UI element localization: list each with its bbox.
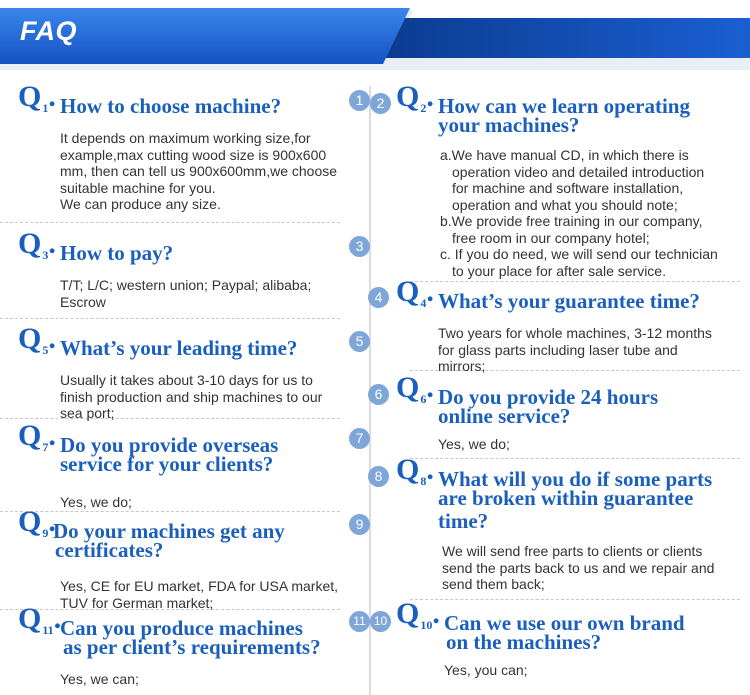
answer-text: Yes, we do; xyxy=(438,436,510,452)
question-number: $Q_5$. xyxy=(18,322,56,357)
faq-item-q9: $Q_9$. Do your machines get any certificates? Yes, CE for EU market, FDA for USA market, TUV for German market; xyxy=(18,514,363,611)
faq-item-q8: $Q_8$. What will you do if some parts are broken within guarantee time? We will send free parts to clients or clients send the parts back to us and we repair and send them back; xyxy=(396,462,746,593)
number-circle-7: 7 xyxy=(349,428,370,449)
faq-item-q4 xyxy=(396,275,746,375)
number-circle-8: 8 xyxy=(368,466,389,487)
answer-text: Yes, you can; xyxy=(444,662,528,678)
number-circle-6: 6 xyxy=(368,384,389,405)
question-title: Do you provide overseas xyxy=(60,433,279,457)
question-number: $Q_{11}$. xyxy=(18,602,62,637)
separator xyxy=(410,281,740,282)
question-title: What’s your guarantee time? xyxy=(438,289,700,313)
question-number: $Q_6$. xyxy=(396,371,434,406)
number-circle-9: 9 xyxy=(349,514,370,535)
answer-text: Yes, we do; xyxy=(60,494,132,510)
separator xyxy=(0,222,340,223)
number-circle-3: 3 xyxy=(349,236,370,257)
question-title: How to pay? xyxy=(60,241,174,265)
separator xyxy=(410,599,740,600)
number-circle-11: 11 xyxy=(349,611,370,632)
faq-item-q6: $Q_6$. Do you provide 24 hours online service? Yes, we do; xyxy=(396,380,746,453)
question-number: $Q_2$. xyxy=(396,80,434,115)
faq-item-q7: $Q_7$. Do you provide overseas service for your clients? Yes, we do; xyxy=(18,428,353,511)
faq-item-q10: $Q_{10}$. Can we use our own brand on the machines? Yes, you can; xyxy=(396,606,746,679)
question-title: How can we learn operating xyxy=(438,94,690,118)
question-title: Do you provide 24 hours xyxy=(438,385,659,409)
question-title: Can you produce machines xyxy=(60,616,303,640)
question-title: Do your machines get any xyxy=(53,519,285,543)
number-circle-10: 10 xyxy=(370,611,391,632)
separator xyxy=(0,318,340,319)
faq-item-q11: $Q_{11}$. Can you produce machines as per client’s requirements? Yes, we can; xyxy=(18,611,363,688)
question-number: $Q_3$. xyxy=(18,227,56,262)
question-number: $Q_{10}$. xyxy=(396,597,440,632)
page-title: FAQ xyxy=(20,16,78,46)
question-title: How to choose machine? xyxy=(60,94,282,118)
number-circle-2: 2 xyxy=(370,93,391,114)
question-title: What will you do if some parts xyxy=(438,467,713,491)
question-number: $Q_7$. xyxy=(18,419,56,454)
question-number: $Q_8$. xyxy=(396,453,434,488)
answer-text: Yes, we can; xyxy=(60,671,139,687)
number-circle-4: 4 xyxy=(368,287,389,308)
number-circle-1: 1 xyxy=(349,90,370,111)
faq-item-q5 xyxy=(18,322,353,422)
question-title: Can we use our own brand xyxy=(444,611,685,635)
faq-banner xyxy=(0,0,750,70)
answer-text: Yes, CE for EU market, FDA for USA market, TUV for German market; xyxy=(60,578,339,611)
number-circle-5: 5 xyxy=(349,331,370,352)
answer-text: Two years for whole machines, 3-12 months for glass parts including laser tube and mirrors; xyxy=(438,325,712,374)
answer-text: T/T; L/C; western union; Paypal; alibaba; Escrow xyxy=(60,277,312,310)
faq-item-q3 xyxy=(18,227,353,310)
faq-item-q2: $Q_2$. How can we learn operating your machines? a.We have manual CD, in which there is operation video and detailed introduction for machine and software installation, operation and what you should note; b.We provide free training in our company, free room in our company hotel; c. If you do need, we will send our technician to your place for after sale service. xyxy=(396,89,746,279)
question-number: $Q_4$. xyxy=(396,275,434,310)
answer-text: Usually it takes about 3-10 days for us to finish production and ship machines to our sea port; xyxy=(60,372,323,421)
faq-item-q1 xyxy=(18,80,353,213)
question-number: $Q_1$. xyxy=(18,80,56,115)
question-number: $Q_9$. xyxy=(18,505,56,540)
answer-text: We will send free parts to clients or clients send the parts back to us and we repair and send them back; xyxy=(442,543,715,592)
answer-text: a.We have manual CD, in which there is operation video and detailed introduction for machine and software installation, operation and what you should note; b.We provide free training in our company, free room in our company hotel; c. If you do need, we will send our technician to your place for after sale service. xyxy=(440,147,718,279)
answer-text: It depends on maximum working size,for example,max cutting wood size is 900x600 mm, then can tell us 900x600mm,we choose suitable machine for you. We can produce any size. xyxy=(60,130,338,212)
separator xyxy=(410,458,740,459)
question-title: What’s your leading time? xyxy=(60,336,298,360)
banner-background xyxy=(0,0,750,70)
